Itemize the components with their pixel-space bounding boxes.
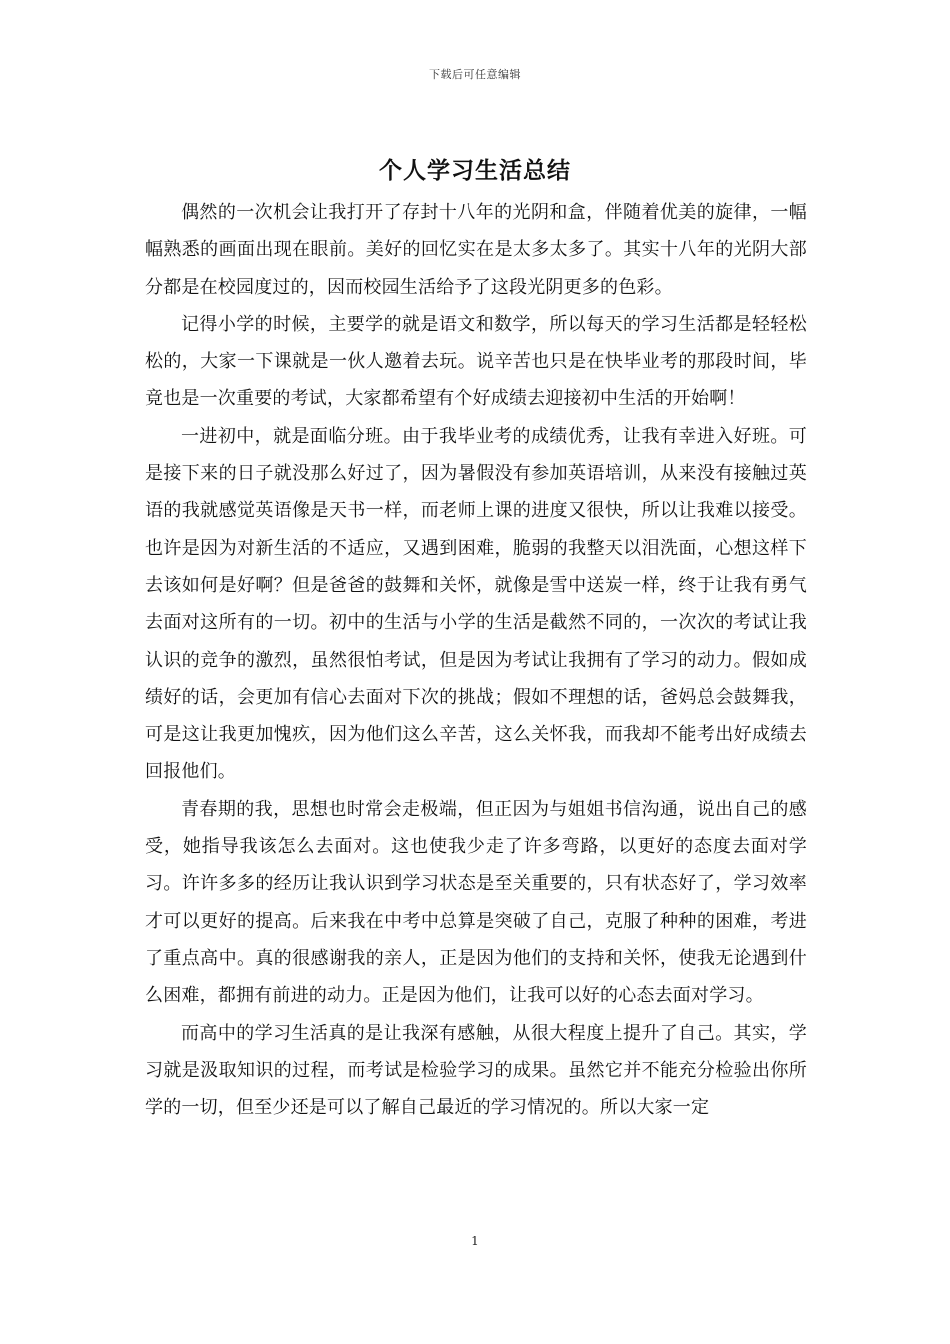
document-body (145, 194, 807, 1126)
paragraph: 而高中的学习生活真的是让我深有感触，从很大程度上提升了自己。其实，学习就是汲取知识的过程，而考试是检验学习的成果。虽然它并不能充分检验出你所学的一切，但至少还是可以了解自己最近的学习情况的。所以大家一定 (145, 1022, 807, 1119)
paragraph: 偶然的一次机会让我打开了存封十八年的光阴和盒，伴随着优美的旋律，一幅幅熟悉的画面出现在眼前。美好的回忆实在是太多太多了。其实十八年的光阴大部分都是在校园度过的，因而校园生活给予了这段光阴更多的色彩。 (145, 202, 807, 298)
paragraph: 青春期的我，思想也时常会走极端，但正因为与姐姐书信沟通，说出自己的感受，她指导我该怎么去面对。这也使我少走了许多弯路，以更好的态度去面对学习。许许多多的经历让我认识到学习状态是至关重要的，只有状态好了，学习效率才可以更好的提高。后来我在中考中总算是突破了自己，克服了种种的困难，考进了重点高中。真的很感谢我的亲人，正是因为他们的支持和关怀，使我无论遇到什么困难，都拥有前进的动力。正是因为他们，让我可以好的心态去面对学习。 (145, 798, 807, 1007)
paragraph: 记得小学的时候，主要学的就是语文和数学，所以每天的学习生活都是轻轻松松的，大家一下课就是一伙人邀着去玩。说辛苦也只是在快毕业考的那段时间，毕竟也是一次重要的考试，大家都希望有个好成绩去迎接初中生活的开始啊！ (145, 313, 807, 410)
paragraph: 一进初中，就是面临分班。由于我毕业考的成绩优秀，让我有幸进入好班。可是接下来的日子就没那么好过了，因为暑假没有参加英语培训，从来没有接触过英语的我就感觉英语像是天书一样，而老师上课的进度又很快，所以让我难以接受。也许是因为对新生活的不适应，又遇到困难，脆弱的我整天以泪洗面，心想这样下去该如何是好啊？但是爸爸的鼓舞和关怀，就像是雪中送炭一样，终于让我有勇气去面对这所有的一切。初中的生活与小学的生活是截然不同的，一次次的考试让我认识的竞争的激烈，虽然很怕考试，但是因为考试让我拥有了学习的动力。假如成绩好的话，会更加有信心去面对下次的挑战；假如不理想的话，爸妈总会鼓舞我，可是这让我更加愧疚，因为他们这么辛苦，这么关怀我，而我却不能考出好成绩去回报他们。 (145, 425, 807, 783)
document-title: 个人学习生活总结 (379, 157, 571, 184)
header-note: 下载后可任意编辑 (429, 68, 521, 81)
page-number: 1 (471, 1234, 479, 1248)
